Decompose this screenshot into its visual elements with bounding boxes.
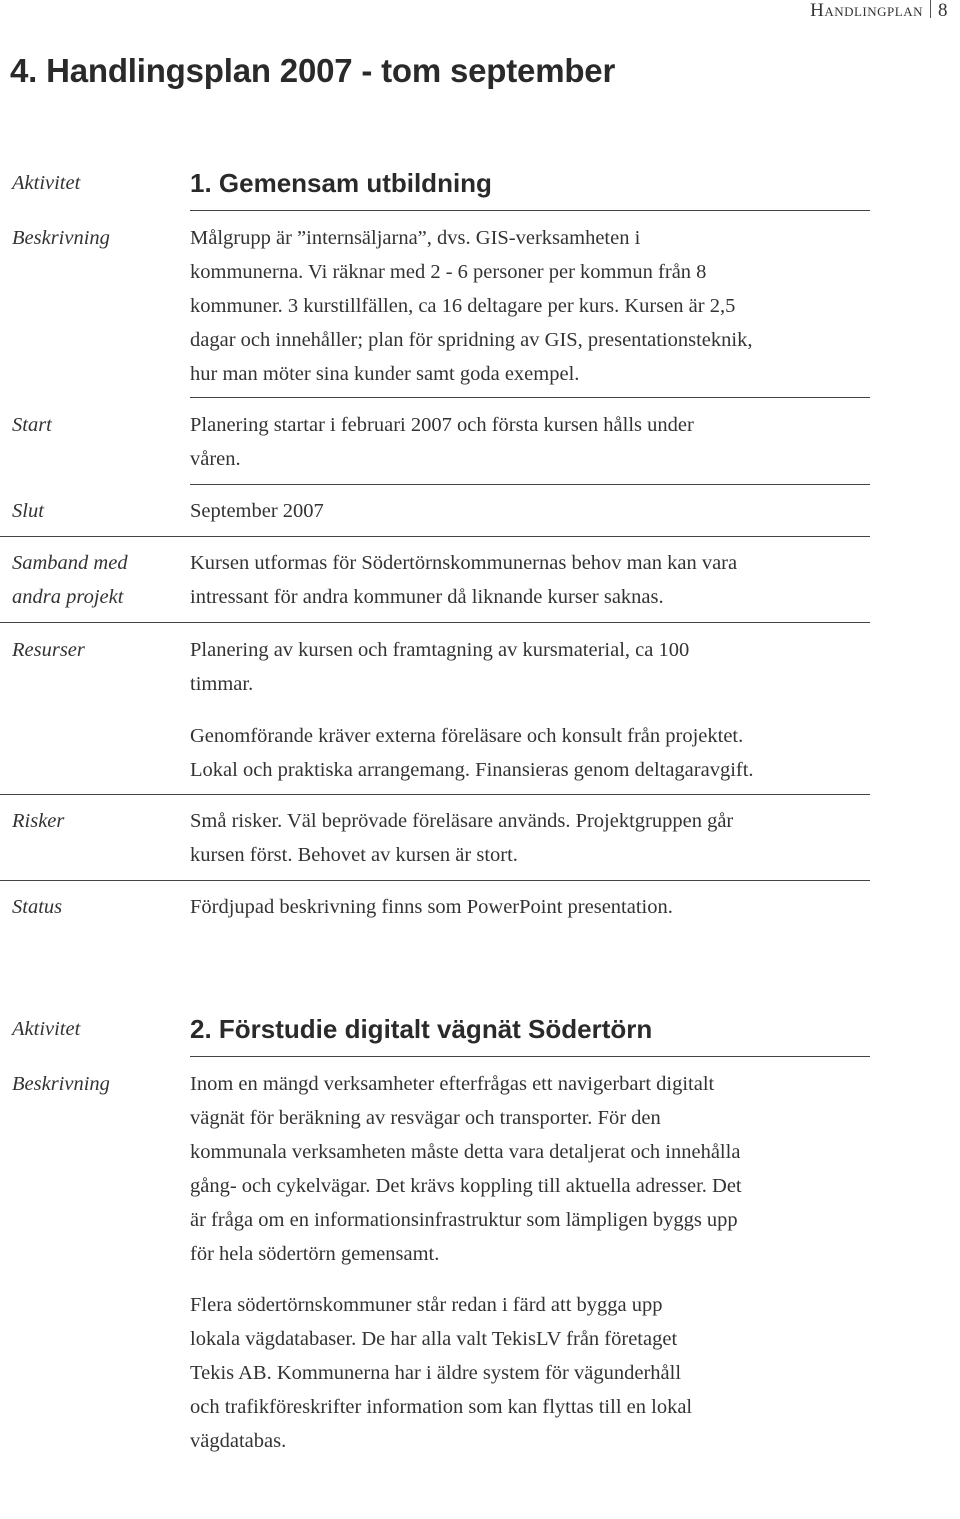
page-title: 4. Handlingsplan 2007 - tom september: [10, 52, 616, 89]
activity-2-description: [190, 1067, 870, 1271]
activity-1-title-row: [0, 166, 870, 210]
label-related-line: andra projekt: [12, 586, 124, 608]
resources-line: Genomförande kräver externa föreläsare och konsult från projektet.: [190, 725, 744, 747]
resources-line: Lokal och praktiska arrangemang. Finansieras genom deltagaravgift.: [190, 759, 754, 781]
divider: [0, 622, 870, 623]
label-related: [12, 546, 128, 614]
divider: [190, 1056, 870, 1057]
description-line: kommunala verksamheten måste detta vara detaljerat och innehålla: [190, 1141, 741, 1163]
label-activity: Aktivitet: [12, 1018, 81, 1040]
activity-1-start-row: [0, 408, 870, 476]
description-line: vägdatabas.: [190, 1430, 287, 1452]
activity-1-related: [190, 546, 870, 614]
running-header: [810, 0, 948, 22]
label-status: Status: [12, 896, 63, 918]
activity-2-description-row-2: [0, 1288, 870, 1458]
activity-2-description-2: [190, 1288, 870, 1458]
start-line: Planering startar i februari 2007 och första kursen hålls under: [190, 414, 694, 436]
activity-1-end: September 2007: [190, 500, 324, 522]
label-description: Beskrivning: [12, 227, 110, 249]
activity-1-resources-row: [0, 633, 870, 701]
activity-1-block: [0, 166, 870, 210]
divider: [190, 397, 870, 398]
resources-line: timmar.: [190, 673, 254, 695]
label-resources: Resurser: [12, 639, 85, 661]
activity-title-text: 1. Gemensam utbildning: [190, 168, 492, 198]
description-line: Målgrupp är ”internsäljarna”, dvs. GIS-verksamheten i: [190, 227, 641, 249]
description-line: för hela södertörn gemensamt.: [190, 1243, 440, 1265]
activity-1-status-row: [0, 890, 870, 924]
divider: [190, 210, 870, 211]
description-line: kommuner. 3 kurstillfällen, ca 16 deltagare per kurs. Kursen är 2,5: [190, 295, 736, 317]
description-line: är fråga om en informationsinfrastruktur som lämpligen byggs upp: [190, 1209, 738, 1231]
activity-2-title-row: [0, 1012, 870, 1049]
description-line: lokala vägdatabaser. De har alla valt TekisLV från företaget: [190, 1328, 678, 1350]
divider: [0, 536, 870, 537]
activity-1-resources: [190, 633, 870, 701]
label-start: Start: [12, 414, 52, 436]
page-number: 8: [938, 0, 948, 21]
activity-1-start: [190, 408, 870, 476]
description-line: och trafikföreskrifter information som kan flyttas till en lokal: [190, 1396, 693, 1418]
activity-1-risks: [190, 804, 870, 872]
label-related-line: Samband med: [12, 552, 128, 574]
description-line: Flera södertörnskommuner står redan i färd att bygga upp: [190, 1294, 663, 1316]
risks-line: Små risker. Väl beprövade föreläsare används. Projektgruppen går: [190, 810, 734, 832]
activity-title-text: 2. Förstudie digitalt vägnät Södertörn: [190, 1014, 653, 1044]
activity-1-description-row: [0, 221, 870, 391]
description-line: kommunerna. Vi räknar med 2 - 6 personer per kommun från 8: [190, 261, 707, 283]
label-end: Slut: [12, 500, 44, 522]
start-line: våren.: [190, 448, 241, 470]
risks-line: kursen först. Behovet av kursen är stort.: [190, 844, 518, 866]
description-line: Tekis AB. Kommunerna har i äldre system för vägunderhåll: [190, 1362, 682, 1384]
divider: [0, 880, 870, 881]
related-line: Kursen utformas för Södertörnskommunernas behov man kan vara: [190, 552, 738, 574]
running-header-section: Handlingplan: [810, 0, 923, 21]
label-risks: Risker: [12, 810, 65, 832]
activity-1-resources-row-2: [0, 719, 870, 787]
description-line: hur man möter sina kunder samt goda exempel.: [190, 363, 580, 385]
activity-1-status: Fördjupad beskrivning finns som PowerPoint presentation.: [190, 896, 673, 918]
activity-1-end-row: [0, 494, 870, 528]
activity-1-related-row: [0, 546, 870, 614]
divider: [190, 484, 870, 485]
description-line: dagar och innehåller; plan för spridning av GIS, presentationsteknik,: [190, 329, 753, 351]
label-activity: Aktivitet: [12, 172, 81, 194]
description-line: gång- och cykelvägar. Det krävs koppling till aktuella adresser. Det: [190, 1175, 742, 1197]
label-description: Beskrivning: [12, 1073, 110, 1095]
related-line: intressant för andra kommuner då liknande kurser saknas.: [190, 586, 664, 608]
resources-line: Planering av kursen och framtagning av kursmaterial, ca 100: [190, 639, 690, 661]
divider: [0, 794, 870, 795]
activity-1-risks-row: [0, 804, 870, 872]
activity-1-title: [190, 166, 870, 203]
description-line: Inom en mängd verksamheter efterfrågas ett navigerbart digitalt: [190, 1073, 715, 1095]
activity-1-description: [190, 221, 870, 391]
header-divider: [930, 0, 931, 18]
activity-1-resources-2: [190, 719, 870, 787]
activity-2-description-row: [0, 1067, 870, 1271]
activity-2-title: [190, 1012, 870, 1049]
description-line: vägnät för beräkning av resvägar och transporter. För den: [190, 1107, 661, 1129]
